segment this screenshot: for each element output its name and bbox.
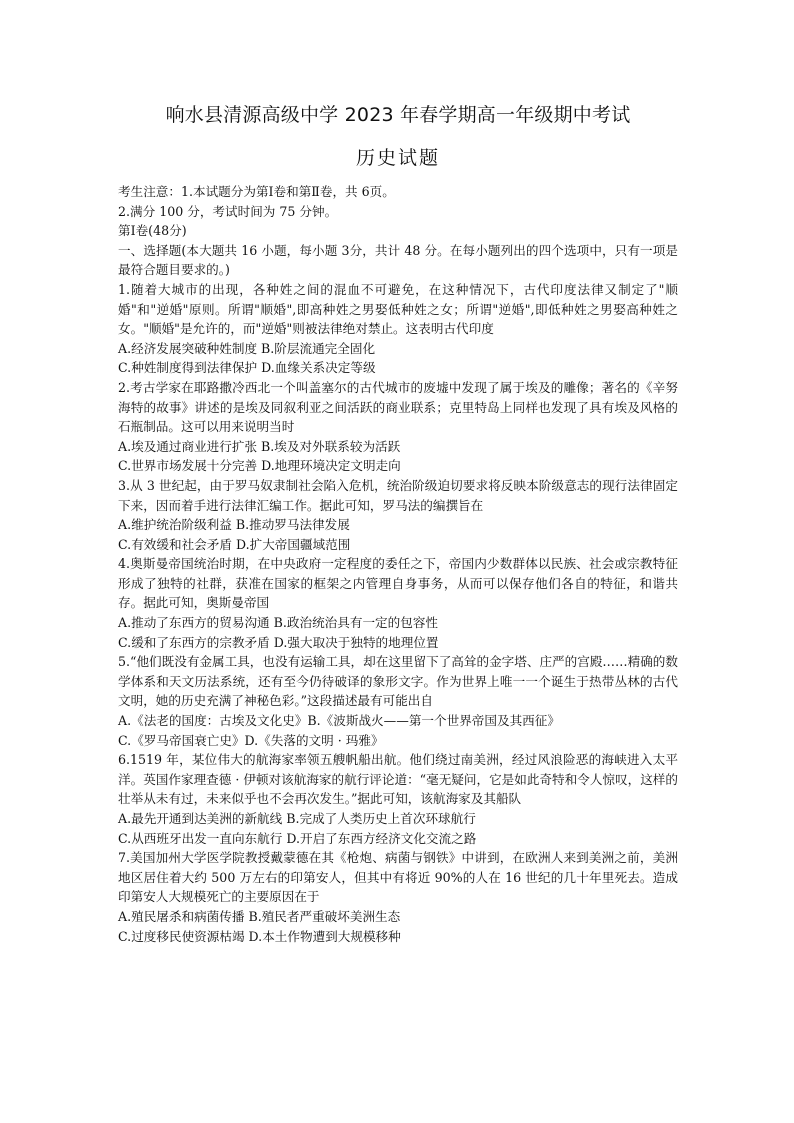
question-3 <box>118 476 678 554</box>
question-options-ab: A.殖民屠杀和病菌传播 B.殖民者严重破坏美洲生态 <box>118 908 401 924</box>
section-intro: 一、选择题(本大题共 16 小题，每小题 3分，共计 48 分。在每小题列出的四个选项中，只有一项是最符合题目要求的。) <box>118 242 678 278</box>
question-stem: 4.奥斯曼帝国统治时期，在中央政府一定程度的委任之下，帝国内少数群体以民族、社会或宗教特征形成了独特的社群，获准在国家的框架之内管理自身事务，从而可以保存他们各自的特征，和谐共存。据此可知，奥斯曼帝国 <box>118 556 678 611</box>
question-stem: 3.从 3 世纪起，由于罗马奴隶制社会陷入危机，统治阶级迫切要求将反映本阶级意志的现行法律固定下来，因而着手进行法律汇编工作。据此可知，罗马法的编撰旨在 <box>118 477 678 513</box>
notice-line-1: 考生注意：1.本试题分为第Ⅰ卷和第Ⅱ卷，共 6页。 <box>118 184 395 199</box>
question-options-cd: C.世界市场发展十分完善 D.地理环境决定文明走向 <box>118 458 401 474</box>
question-7 <box>118 848 678 946</box>
question-stem: 2.考古学家在耶路撒冷西北一个叫盖塞尔的古代城市的废墟中发现了属于埃及的雕像；著名的《辛努海特的故事》讲述的是埃及同叙利亚之间活跃的商业联系；克里特岛上同样也发现了具有埃及风格的石瓶制品。这可以用来说明当时 <box>118 379 678 435</box>
question-stem: 5.“他们既没有金属工具，也没有运输工具，却在这里留下了高耸的金字塔、庄严的宫殿……精确的数学体系和天文历法系统，还有至今仍待破译的象形文字。作为世界上唯一一个诞生于热带丛林的古代文明，她的历史充满了神秘色彩。”这段描述最有可能出自 <box>118 654 678 709</box>
question-options-cd: C.有效缓和社会矛盾 D.扩大帝国疆域范围 <box>118 536 351 552</box>
question-4 <box>118 554 678 652</box>
question-options-ab: A.推动了东西方的贸易沟通 B.政治统治具有一定的包容性 <box>118 615 439 631</box>
exam-subtitle: 历史试题 <box>355 147 440 169</box>
question-stem: 7.美国加州大学医学院教授戴蒙德在其《枪炮、病菌与钢铁》中讲到，在欧洲人来到美洲之前，美洲地区居住着大约 500 万左右的印第安人，但其中有将近 90%的人在 16 世纪的几十年里死去。造成印第安人大规模死亡的主要原因在于 <box>118 850 678 905</box>
question-options-ab: A.《法老的国度：古埃及文化史》B.《波斯战火——第一个世界帝国及其西征》 <box>118 713 560 729</box>
notice-line-2: 2.满分 100 分，考试时间为 75 分钟。 <box>118 203 338 219</box>
question-options-ab: A.维护统治阶级利益 B.推动罗马法律发展 <box>118 517 350 533</box>
question-stem: 1.随着大城市的出现，各种姓之间的混血不可避免，在这种情况下，古代印度法律又制定了"顺婚"和"逆婚"原则。所谓"顺婚",即高种姓之男娶低种姓之女；所谓"逆婚",即低种姓之男娶高种姓之女。"顺婚"是允许的，而"逆婚"则被法律绝对禁止。这表明古代印度 <box>118 281 678 337</box>
question-6 <box>118 750 678 848</box>
exam-title: 响水县清源高级中学 2023 年春学期高一年级期中考试 <box>165 104 631 126</box>
question-1 <box>118 280 678 378</box>
question-options-ab: A.最先开通到达美洲的新航线 B.完成了人类历史上首次环球航行 <box>118 811 476 826</box>
question-options-cd: C.过度移民使资源枯竭 D.本土作物遭到大规模移种 <box>118 928 401 944</box>
question-options-cd: C.《罗马帝国衰亡史》D.《失落的文明 · 玛雅》 <box>118 732 384 748</box>
question-options-cd: C.种姓制度得到法律保护 D.血缘关系决定等级 <box>118 360 376 376</box>
question-stem: 6.1519 年，某位伟大的航海家率领五艘帆船出航。他们绕过南美洲，经过风浪险恶的海峡进入太平洋。英国作家理查德 · 伊顿对该航海家的航行评论道：“毫无疑问，它是如此奇特和令人惊叹，这样的壮举从未有过，未来似乎也不会再次发生。”据此可知，该航海家及其船队 <box>118 752 678 807</box>
question-options-cd: C.缓和了东西方的宗教矛盾 D.强大取决于独特的地理位置 <box>118 634 439 650</box>
question-options-cd: C.从西班牙出发一直向东航行 D.开启了东西方经济文化交流之路 <box>118 830 477 846</box>
question-options-ab: A.埃及通过商业进行扩张 B.埃及对外联系较为活跃 <box>118 438 401 454</box>
question-2 <box>118 378 678 476</box>
exam-page <box>118 100 678 946</box>
question-5 <box>118 652 678 750</box>
part-one-heading: 第Ⅰ卷(48分) <box>118 223 187 239</box>
question-options-ab: A.经济发展突破种姓制度 B.阶层流通完全固化 <box>118 340 376 356</box>
